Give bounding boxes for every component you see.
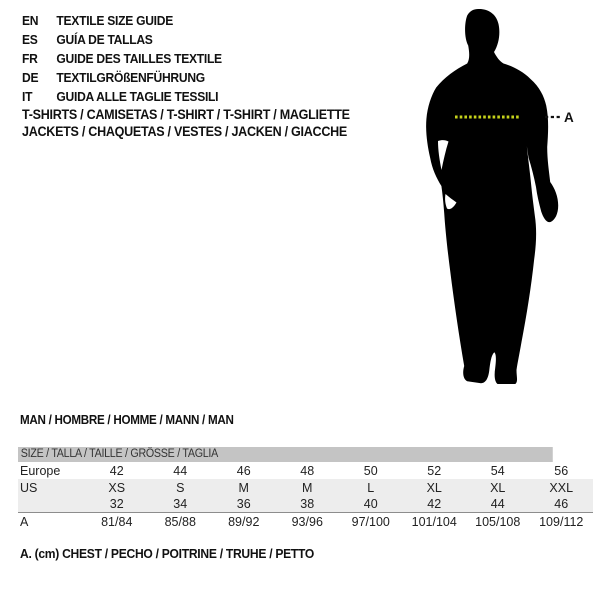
table-cell: XS	[108, 480, 126, 495]
row-label: US	[20, 480, 38, 495]
category-lines	[22, 107, 350, 140]
language-row	[22, 30, 222, 49]
table-header-size: SIZE / TALLA / TAILLE / GRÖSSE / TAGLIA	[18, 447, 553, 462]
language-code: ES	[22, 32, 38, 47]
table-cell: S	[176, 480, 185, 495]
language-row	[22, 68, 222, 87]
table-cell: 44	[490, 497, 505, 511]
table-cell: 46	[554, 497, 569, 511]
table-cell: M	[302, 480, 313, 495]
table-cell: 42	[427, 497, 442, 511]
table-row-us	[18, 479, 593, 496]
table-cell: XL	[490, 480, 506, 495]
table-cell: 97/100	[351, 514, 390, 529]
table-cell: 44	[173, 463, 188, 478]
table-cell: 34	[173, 497, 188, 511]
table-cell: 101/104	[411, 514, 457, 529]
table-cell: 50	[363, 463, 378, 478]
size-table	[18, 447, 593, 530]
table-cell: 85/88	[164, 514, 196, 529]
language-row	[22, 11, 222, 30]
table-cell: 109/112	[539, 514, 584, 529]
language-title: GUÍA DE TALLAS	[56, 32, 153, 47]
language-code: FR	[22, 51, 38, 66]
table-row-chest-a	[18, 512, 593, 530]
row-label: A	[20, 514, 29, 529]
footnote-chest: A. (cm) CHEST / PECHO / POITRINE / TRUHE / PETTO	[20, 546, 315, 561]
table-row-europe	[18, 462, 593, 479]
table-cell: 93/96	[291, 514, 323, 529]
table-cell: 89/92	[228, 514, 260, 529]
section-title-man: MAN / HOMBRE / HOMME / MANN / MAN	[20, 413, 234, 427]
language-code: IT	[22, 89, 33, 104]
language-title: TEXTILGRÖßENFÜHRUNG	[56, 70, 205, 85]
row-label: Europe	[20, 463, 61, 478]
table-cell: 56	[554, 463, 569, 478]
language-title: TEXTILE SIZE GUIDE	[56, 13, 173, 28]
table-cell: 52	[427, 463, 442, 478]
language-title: GUIDA ALLE TAGLIE TESSILI	[56, 89, 219, 104]
table-cell: 36	[236, 497, 251, 511]
language-code: EN	[22, 13, 39, 28]
table-cell: 32	[109, 497, 124, 511]
measure-label-a: A	[564, 110, 574, 125]
category-line-tshirts: T-SHIRTS / CAMISETAS / T-SHIRT / T-SHIRT / MAGLIETTE	[22, 107, 350, 122]
table-cell: 54	[490, 463, 505, 478]
table-cell: XXL	[549, 480, 574, 495]
table-cell: L	[367, 480, 375, 495]
table-cell: 48	[300, 463, 315, 478]
language-code: DE	[22, 70, 39, 85]
table-cell: 81/84	[101, 514, 133, 529]
language-row	[22, 87, 222, 106]
male-silhouette-figure	[400, 0, 600, 400]
table-cell: 42	[109, 463, 124, 478]
table-cell: 105/108	[475, 514, 521, 529]
table-cell: XL	[426, 480, 442, 495]
table-cell: 40	[363, 497, 378, 511]
table-row-numeric	[18, 496, 593, 512]
table-cell: 46	[236, 463, 251, 478]
language-list	[22, 11, 222, 106]
language-row	[22, 49, 222, 68]
category-line-jackets: JACKETS / CHAQUETAS / VESTES / JACKEN / GIACCHE	[22, 123, 347, 139]
language-title: GUIDE DES TAILLES TEXTILE	[56, 51, 222, 66]
table-cell: 38	[300, 497, 315, 511]
table-cell: M	[238, 480, 249, 495]
